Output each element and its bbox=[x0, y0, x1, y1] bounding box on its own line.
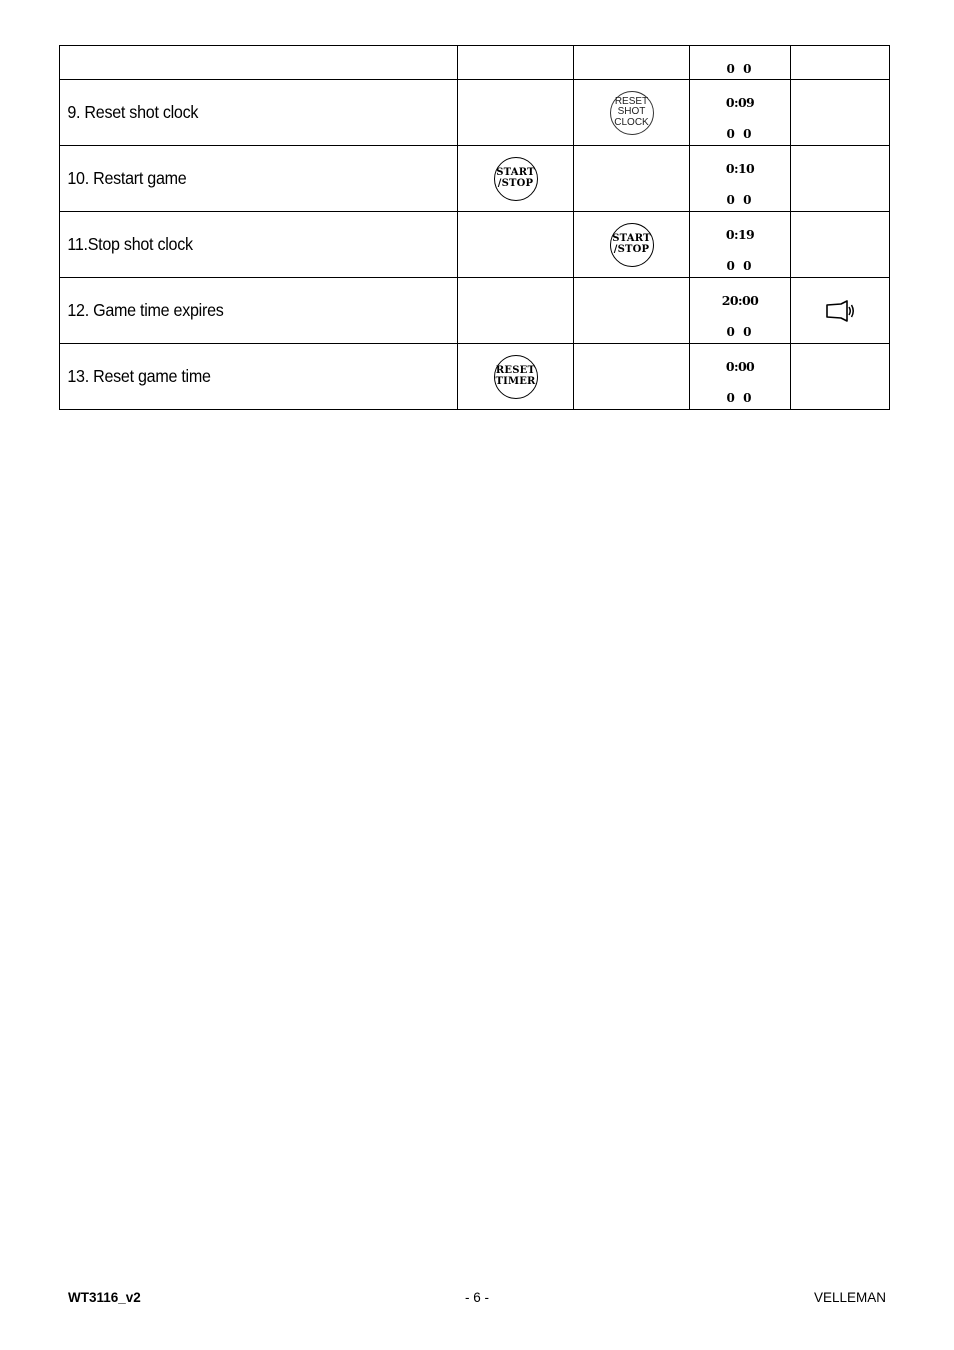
time-readout: 20:00 bbox=[721, 292, 759, 308]
table-row bbox=[60, 146, 890, 212]
action-label: 12. Game time expires bbox=[67, 300, 224, 320]
time-readout: 0:10 bbox=[725, 160, 755, 176]
sound-cell bbox=[791, 46, 890, 80]
action-cell bbox=[60, 212, 458, 278]
sound-cell bbox=[791, 212, 890, 278]
start-stop-button-icon: START /STOP bbox=[610, 223, 654, 267]
footer-model: WT3116_v2 bbox=[68, 1290, 141, 1305]
reset-shot-clock-button-icon: RESET SHOT CLOCK bbox=[610, 91, 654, 135]
score-readout: 0 0 bbox=[726, 126, 754, 141]
sound-cell bbox=[791, 278, 890, 344]
button-cell bbox=[458, 46, 574, 80]
score-readout: 0 0 bbox=[726, 390, 754, 405]
reset-timer-button-icon: RESET TIMER bbox=[494, 355, 538, 399]
horn-sound-icon bbox=[825, 300, 855, 322]
action-cell bbox=[60, 146, 458, 212]
sound-cell bbox=[791, 146, 890, 212]
display-cell bbox=[690, 212, 791, 278]
display-cell bbox=[690, 146, 791, 212]
action-cell bbox=[60, 46, 458, 80]
table-row bbox=[60, 278, 890, 344]
action-label: 9. Reset shot clock bbox=[67, 102, 199, 122]
button-cell bbox=[458, 212, 574, 278]
start-stop-button-icon: START /STOP bbox=[494, 157, 538, 201]
display-cell bbox=[690, 80, 791, 146]
button-cell bbox=[574, 146, 690, 212]
procedure-table bbox=[59, 45, 890, 410]
time-readout: 0:09 bbox=[725, 94, 755, 110]
action-label: 13. Reset game time bbox=[67, 366, 211, 386]
action-cell bbox=[60, 80, 458, 146]
table-row bbox=[60, 46, 890, 80]
footer-page-number: - 6 - bbox=[464, 1290, 489, 1305]
table-row bbox=[60, 344, 890, 410]
action-label: 10. Restart game bbox=[67, 168, 187, 188]
score-readout: 0 0 bbox=[726, 62, 754, 76]
action-cell bbox=[60, 278, 458, 344]
button-cell bbox=[574, 212, 690, 278]
button-cell bbox=[574, 46, 690, 80]
time-readout: 0:19 bbox=[725, 226, 755, 242]
button-cell bbox=[574, 278, 690, 344]
button-cell bbox=[458, 278, 574, 344]
footer-brand: VELLEMAN bbox=[813, 1290, 886, 1305]
action-cell bbox=[60, 344, 458, 410]
button-cell bbox=[574, 80, 690, 146]
table-row bbox=[60, 80, 890, 146]
sound-cell bbox=[791, 344, 890, 410]
button-cell bbox=[574, 344, 690, 410]
button-cell bbox=[458, 146, 574, 212]
button-cell bbox=[458, 80, 574, 146]
score-readout: 0 0 bbox=[726, 192, 754, 207]
time-readout: 0:00 bbox=[725, 358, 755, 374]
score-readout: 0 0 bbox=[726, 324, 754, 339]
score-readout: 0 0 bbox=[726, 258, 754, 273]
sound-cell bbox=[791, 80, 890, 146]
table-row bbox=[60, 212, 890, 278]
button-cell bbox=[458, 344, 574, 410]
action-label: 11.Stop shot clock bbox=[67, 234, 193, 254]
display-cell bbox=[690, 278, 791, 344]
display-cell bbox=[690, 46, 791, 80]
display-cell bbox=[690, 344, 791, 410]
